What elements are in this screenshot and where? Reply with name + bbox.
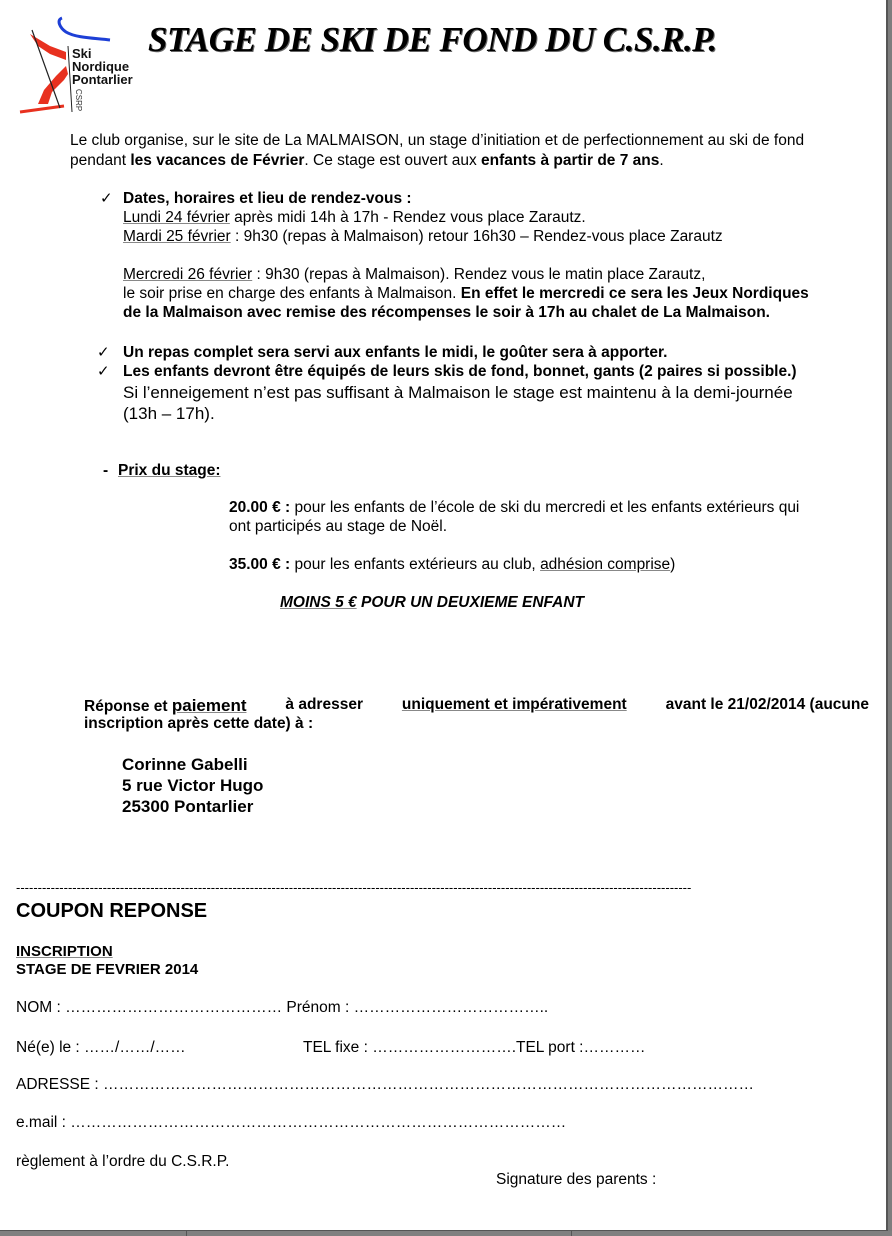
schedule-heading: Dates, horaires et lieu de rendez-vous : bbox=[123, 190, 412, 207]
coupon-title: COUPON REPONSE bbox=[16, 900, 208, 922]
response-line-1: Réponse et paiement à adresser uniquement et impérativement avant le 21/02/2014 (aucune bbox=[84, 696, 869, 715]
window-bottom-strip bbox=[0, 1231, 892, 1236]
coupon-subtitle-inscription: INSCRIPTION bbox=[16, 943, 113, 960]
checkmark-icon: ✓ bbox=[100, 190, 113, 207]
skier-logo-icon bbox=[16, 16, 144, 116]
page-title: STAGE DE SKI DE FOND DU C.S.R.P. bbox=[148, 20, 717, 59]
field-email[interactable]: e.mail : …………………………………………………………………………………… bbox=[16, 1114, 567, 1131]
schedule-tuesday: Mardi 25 février : 9h30 (repas à Malmaison) retour 16h30 – Rendez-vous place Zarautz bbox=[123, 228, 723, 245]
schedule-wednesday: Mercredi 26 février : 9h30 (repas à Malmaison). Rendez vous le matin place Zarautz, bbox=[123, 266, 706, 283]
pricing-bullet: - bbox=[103, 462, 109, 479]
club-logo bbox=[16, 16, 144, 116]
svg-text:Ski: Ski bbox=[72, 46, 92, 61]
cut-line-separator: ------------------------------------------------------------------------------------------------------------------------------------------------------------ bbox=[16, 880, 692, 895]
address-city: 25300 Pontarlier bbox=[122, 797, 254, 816]
svg-text:Nordique: Nordique bbox=[72, 59, 130, 74]
note-snow-line-2: (13h – 17h). bbox=[123, 404, 215, 423]
payment-note: règlement à l’ordre du C.S.R.P. bbox=[16, 1153, 230, 1170]
price-1-line-2: ont participés au stage de Noël. bbox=[229, 518, 447, 535]
strip-divider bbox=[186, 1231, 187, 1236]
address-street: 5 rue Victor Hugo bbox=[122, 776, 264, 795]
signature-label: Signature des parents : bbox=[496, 1171, 657, 1188]
svg-text:CSRP: CSRP bbox=[74, 89, 83, 112]
address-name: Corinne Gabelli bbox=[122, 755, 248, 774]
note-equipment: Les enfants devront être équipés de leurs skis de fond, bonnet, gants (2 paires si possible.) bbox=[123, 363, 797, 380]
note-meal: Un repas complet sera servi aux enfants le midi, le goûter sera à apporter. bbox=[123, 344, 668, 361]
price-1: 20.00 € : pour les enfants de l’école de ski du mercredi et les enfants extérieurs qui bbox=[229, 499, 800, 516]
pricing-heading: Prix du stage: bbox=[118, 462, 221, 479]
schedule-wednesday-line-2: le soir prise en charge des enfants à Malmaison. En effet le mercredi ce sera les Jeux Nordiques bbox=[123, 285, 809, 302]
sibling-discount: MOINS 5 € POUR UN DEUXIEME ENFANT bbox=[280, 594, 585, 611]
intro-line-2: pendant les vacances de Février. Ce stage est ouvert aux enfants à partir de 7 ans. bbox=[70, 152, 664, 169]
schedule-monday: Lundi 24 février après midi 14h à 17h - Rendez vous place Zarautz. bbox=[123, 209, 586, 226]
field-adresse[interactable]: ADRESSE : ……………………………………………………………………………………………………………… bbox=[16, 1076, 754, 1093]
schedule-wednesday-line-3: de la Malmaison avec remise des récompenses le soir à 17h au chalet de La Malmaison. bbox=[123, 304, 770, 321]
field-nom-prenom[interactable]: NOM : …………………………………… Prénom : ……………………………….. bbox=[16, 999, 549, 1016]
coupon-subtitle-stage: STAGE DE FEVRIER 2014 bbox=[16, 961, 199, 978]
checkmark-icon: ✓ bbox=[97, 363, 110, 380]
intro-line-1: Le club organise, sur le site de La MALMAISON, un stage d’initiation et de perfectionnement au ski de fond bbox=[70, 132, 805, 149]
field-telephone[interactable]: TEL fixe : ……………………….TEL port :………… bbox=[303, 1039, 646, 1056]
svg-text:Pontarlier: Pontarlier bbox=[72, 72, 133, 87]
strip-divider bbox=[571, 1231, 572, 1236]
response-line-2: inscription après cette date) à : bbox=[84, 715, 314, 732]
checkmark-icon: ✓ bbox=[97, 344, 110, 361]
field-birthdate[interactable]: Né(e) le : ……/……/…… bbox=[16, 1039, 186, 1056]
note-snow-line-1: Si l’enneigement n’est pas suffisant à Malmaison le stage est maintenu à la demi-journée bbox=[123, 383, 793, 402]
price-2: 35.00 € : pour les enfants extérieurs au club, adhésion comprise) bbox=[229, 556, 676, 573]
